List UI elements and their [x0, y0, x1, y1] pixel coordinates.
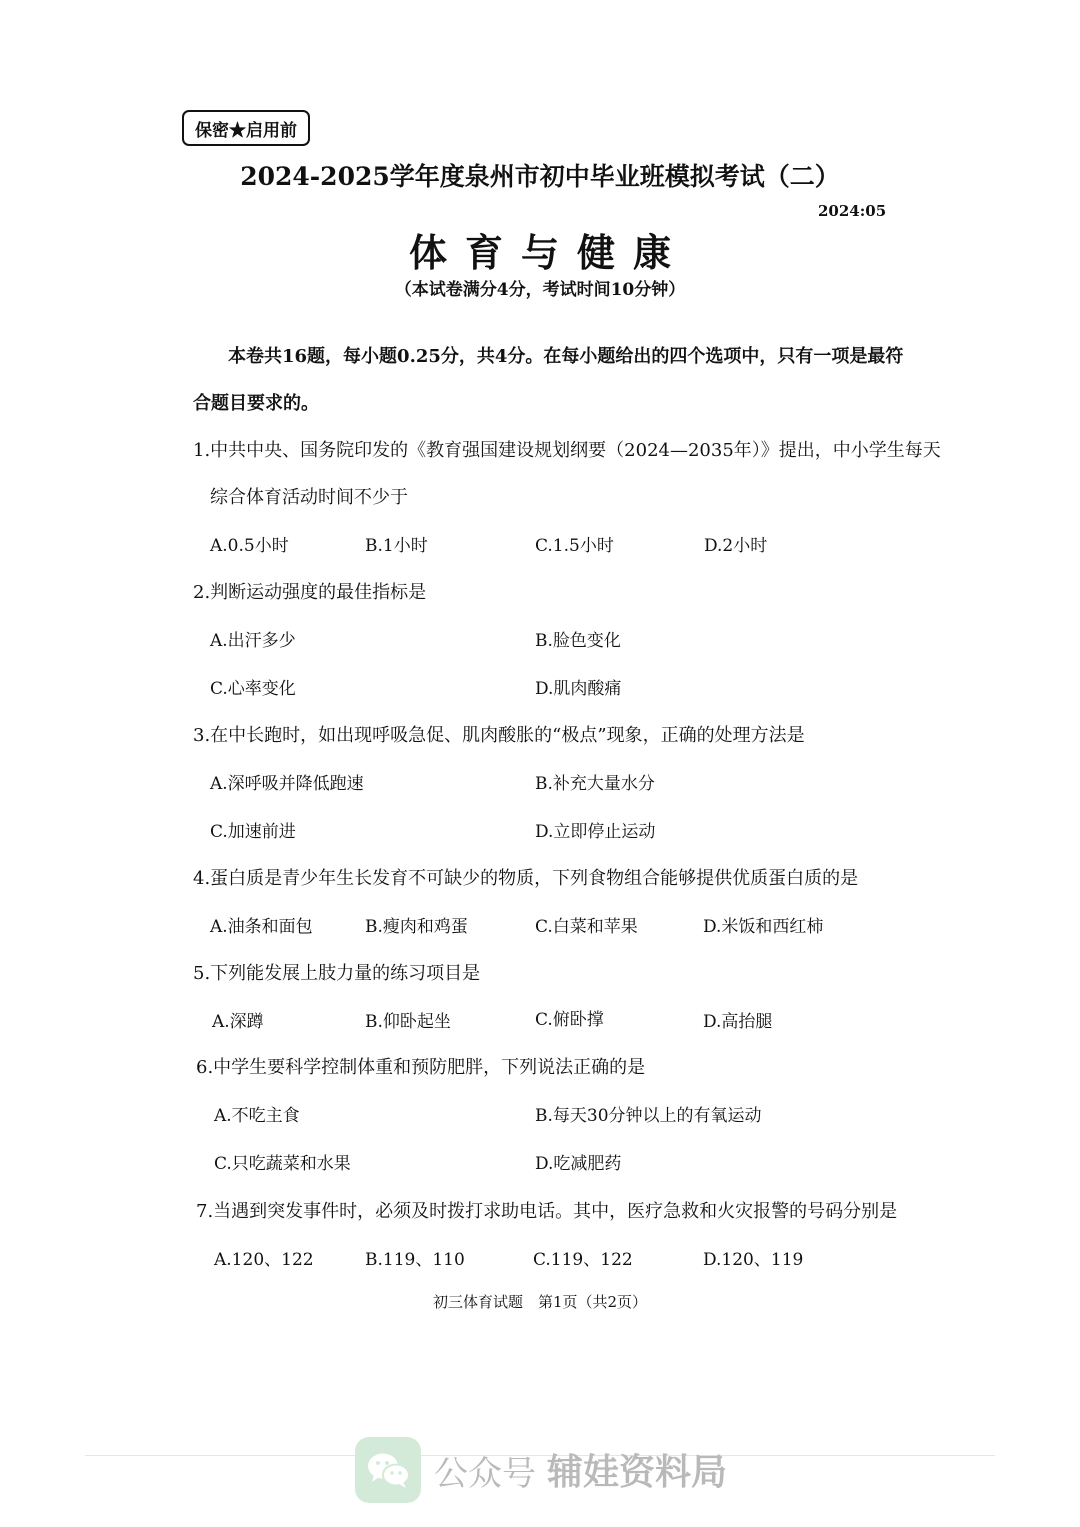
question-4-option-c: C.白菜和苹果	[535, 917, 638, 937]
question-1-stem: 1.中共中央、国务院印发的《教育强国建设规划纲要（2024—2035年）》提出，中小学生每天	[193, 440, 941, 461]
question-3-option-b: B.补充大量水分	[535, 774, 655, 794]
question-1-option-c: C.1.5小时	[535, 536, 614, 556]
question-6-option-b: B.每天30分钟以上的有氧运动	[535, 1106, 762, 1126]
question-5-option-c: C.俯卧撑	[535, 1010, 604, 1030]
question-7-option-c: C.119、122	[533, 1250, 633, 1270]
question-3-option-d: D.立即停止运动	[535, 822, 656, 842]
wechat-icon	[355, 1437, 421, 1503]
question-4-option-b: B.瘦肉和鸡蛋	[365, 917, 468, 937]
question-3-option-c: C.加速前进	[210, 822, 296, 842]
question-7-option-a: A.120、122	[214, 1250, 314, 1270]
question-5-option-d: D.高抬腿	[703, 1012, 773, 1032]
exam-date: 2024:05	[818, 202, 887, 220]
page-footer: 初三体育试题 第1页（共2页）	[432, 1293, 648, 1311]
exam-title: 2024-2025学年度泉州市初中毕业班模拟考试（二）	[240, 162, 840, 191]
question-2-stem: 2.判断运动强度的最佳指标是	[193, 582, 427, 603]
question-7-option-b: B.119、110	[365, 1250, 465, 1270]
watermark-label: 公众号	[434, 1454, 536, 1494]
question-7-stem: 7.当遇到突发事件时，必须及时拨打求助电话。其中，医疗急救和火灾报警的号码分别是	[196, 1201, 898, 1222]
question-5-stem: 5.下列能发展上肢力量的练习项目是	[193, 963, 481, 984]
question-4-stem: 4.蛋白质是青少年生长发育不可缺少的物质，下列食物组合能够提供优质蛋白质的是	[193, 868, 859, 889]
question-7-option-d: D.120、119	[703, 1250, 804, 1270]
question-1-option-a: A.0.5小时	[210, 536, 289, 556]
question-6-option-c: C.只吃蔬菜和水果	[214, 1154, 351, 1174]
instructions-line-1: 本卷共16题，每小题0.25分，共4分。在每小题给出的四个选项中，只有一项是最符	[228, 346, 904, 367]
instructions-line-2: 合题目要求的。	[193, 393, 319, 414]
question-5-option-b: B.仰卧起坐	[365, 1012, 451, 1032]
question-1-option-d: D.2小时	[704, 536, 768, 556]
question-6-stem: 6.中学生要科学控制体重和预防肥胖，下列说法正确的是	[196, 1057, 646, 1078]
question-1-stem-cont: 综合体育活动时间不少于	[210, 487, 408, 508]
question-4-option-a: A.油条和面包	[210, 917, 313, 937]
question-2-option-d: D.肌肉酸痛	[535, 679, 622, 699]
question-2-option-a: A.出汗多少	[210, 631, 296, 651]
question-2-option-c: C.心率变化	[210, 679, 296, 699]
question-1-option-b: B.1小时	[365, 536, 428, 556]
watermark-name: 辅娃资料局	[547, 1452, 728, 1493]
confidential-badge: 保密★启用前	[182, 110, 310, 146]
question-4-option-d: D.米饭和西红柿	[703, 917, 824, 937]
subject-title: 体育与健康	[408, 230, 689, 275]
question-3-stem: 3.在中长跑时，如出现呼吸急促、肌肉酸胀的“极点”现象，正确的处理方法是	[193, 725, 805, 746]
question-5-option-a: A.深蹲	[212, 1012, 264, 1032]
watermark-divider	[85, 1455, 995, 1456]
question-6-option-d: D.吃减肥药	[535, 1154, 622, 1174]
question-3-option-a: A.深呼吸并降低跑速	[210, 774, 364, 794]
exam-note: （本试卷满分4分，考试时间10分钟）	[394, 280, 686, 300]
question-2-option-b: B.脸色变化	[535, 631, 621, 651]
question-6-option-a: A.不吃主食	[214, 1106, 300, 1126]
